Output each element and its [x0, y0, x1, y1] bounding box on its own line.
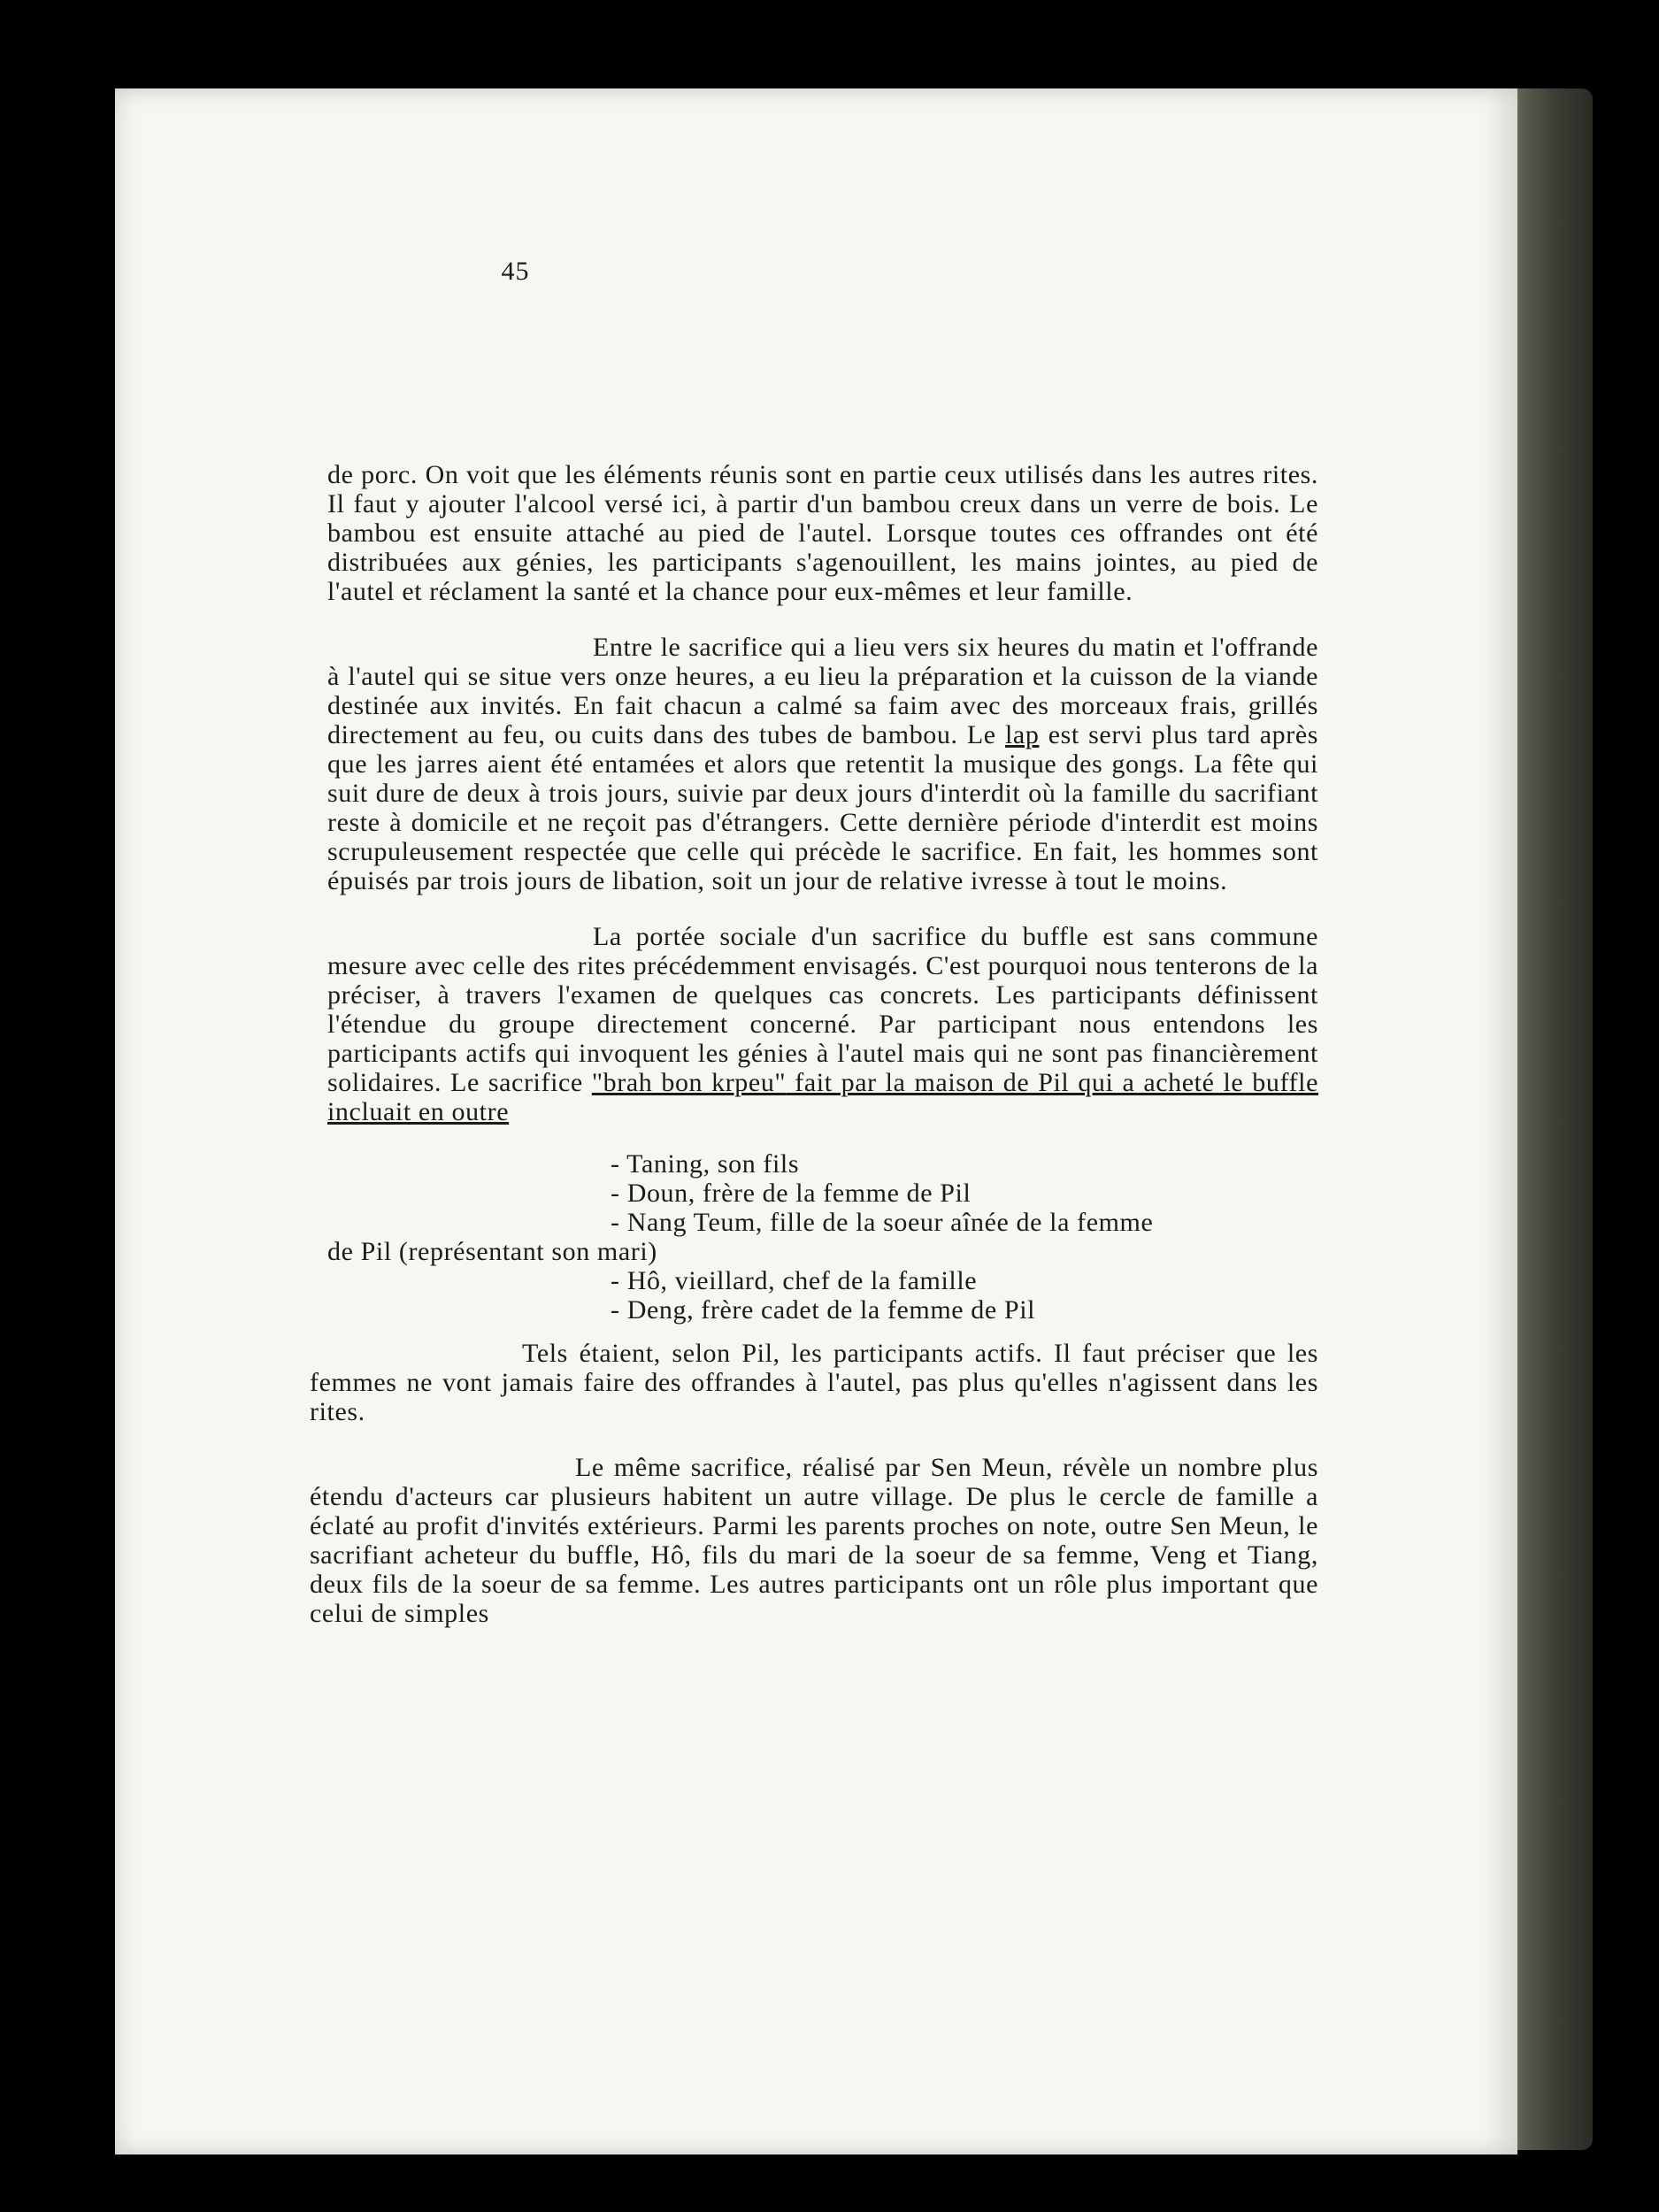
paragraph-4: Tels étaient, selon Pil, les participants actifs. Il faut préciser que les femmes ne vont jamais faire des offrandes à l'autel, pas plus qu'elles n'agissent dans les rites.: [310, 1339, 1318, 1426]
term-brah-bon-krpeu: "brah bon krpeu": [591, 1068, 787, 1097]
list-item: - Hô, vieillard, chef de la famille: [611, 1266, 978, 1295]
paragraph-2: [327, 633, 1318, 895]
list-item: - Deng, frère cadet de la femme de Pil: [611, 1295, 1036, 1325]
book-page: [115, 88, 1517, 2154]
paragraph-3-part-a: La portée sociale d'un sacrifice du buffle est sans commune mesure avec celle des rites précédemment envisagés. C'est pourquoi nous tenterons de la préciser, à travers l'examen de quelques cas concrets. Les participants définissent l'étendue du groupe directement concerné. Par participant nous entendons les participants actifs qui invoquent les génies à l'autel mais qui ne sont pas financièrement solidaires. Le sacrifice: [327, 922, 1318, 1097]
paragraph-2-part-a: Entre le sacrifice qui a lieu vers six heures du matin et l'offrande à l'autel qui se situe vers onze heures, a eu lieu la préparation et la cuisson de la viande destinée aux invités. En fait chacun a calmé sa faim avec des morceaux frais, grillés directement au feu, ou cuits dans des tubes de bambou. Le: [327, 633, 1318, 749]
term-lap: lap: [1005, 720, 1040, 749]
paragraph-5: Le même sacrifice, réalisé par Sen Meun, révèle un nombre plus étendu d'acteurs car plusieurs habitent un autre village. De plus le cercle de famille a éclaté au profit d'invités extérieurs. Parmi les parents proches on note, outre Sen Meun, le sacrifiant acheteur du buffle, Hô, fils du mari de la soeur de sa femme, Veng et Tiang, deux fils de la soeur de sa femme. Les autres participants ont un rôle plus important que celui de simples: [310, 1453, 1318, 1628]
list-item-continuation: de Pil (représentant son mari): [327, 1237, 657, 1266]
participants-list: [327, 1149, 1318, 1325]
body-text: [310, 460, 1319, 1628]
list-item: - Nang Teum, fille de la soeur aînée de la femme: [611, 1208, 1154, 1237]
paragraph-2-part-b: est servi plus tard après que les jarres aient été entamées et alors que retentit la musique des gongs. La fête qui suit dure de deux à trois jours, suivie par deux jours d'interdit où la famille du sacrifiant reste à domicile et ne reçoit pas d'étrangers. Cette dernière période d'interdit est moins scrupuleusement respectée que celle qui précède le sacrifice. En fait, les hommes sont épuisés par trois jours de libation, soit un jour de relative ivresse à tout le moins.: [327, 720, 1319, 895]
list-item: - Doun, frère de la femme de Pil: [611, 1179, 972, 1208]
list-item: - Taning, son fils: [611, 1149, 800, 1179]
paragraph-3-part-b: fait par la maison de Pil qui a acheté le buffle incluait en outre: [327, 1068, 1319, 1126]
page-number: 45: [501, 257, 530, 286]
paragraph-3: [327, 922, 1318, 1126]
paragraph-1: de porc. On voit que les éléments réunis sont en partie ceux utilisés dans les autres rites. Il faut y ajouter l'alcool versé ici, à partir d'un bambou creux dans un verre de bois. Le bambou est ensuite attaché au pied de l'autel. Lorsque toutes ces offrandes ont été distribuées aux génies, les participants s'agenouillent, les mains jointes, au pied de l'autel et réclament la santé et la chance pour eux-mêmes et leur famille.: [327, 460, 1318, 606]
